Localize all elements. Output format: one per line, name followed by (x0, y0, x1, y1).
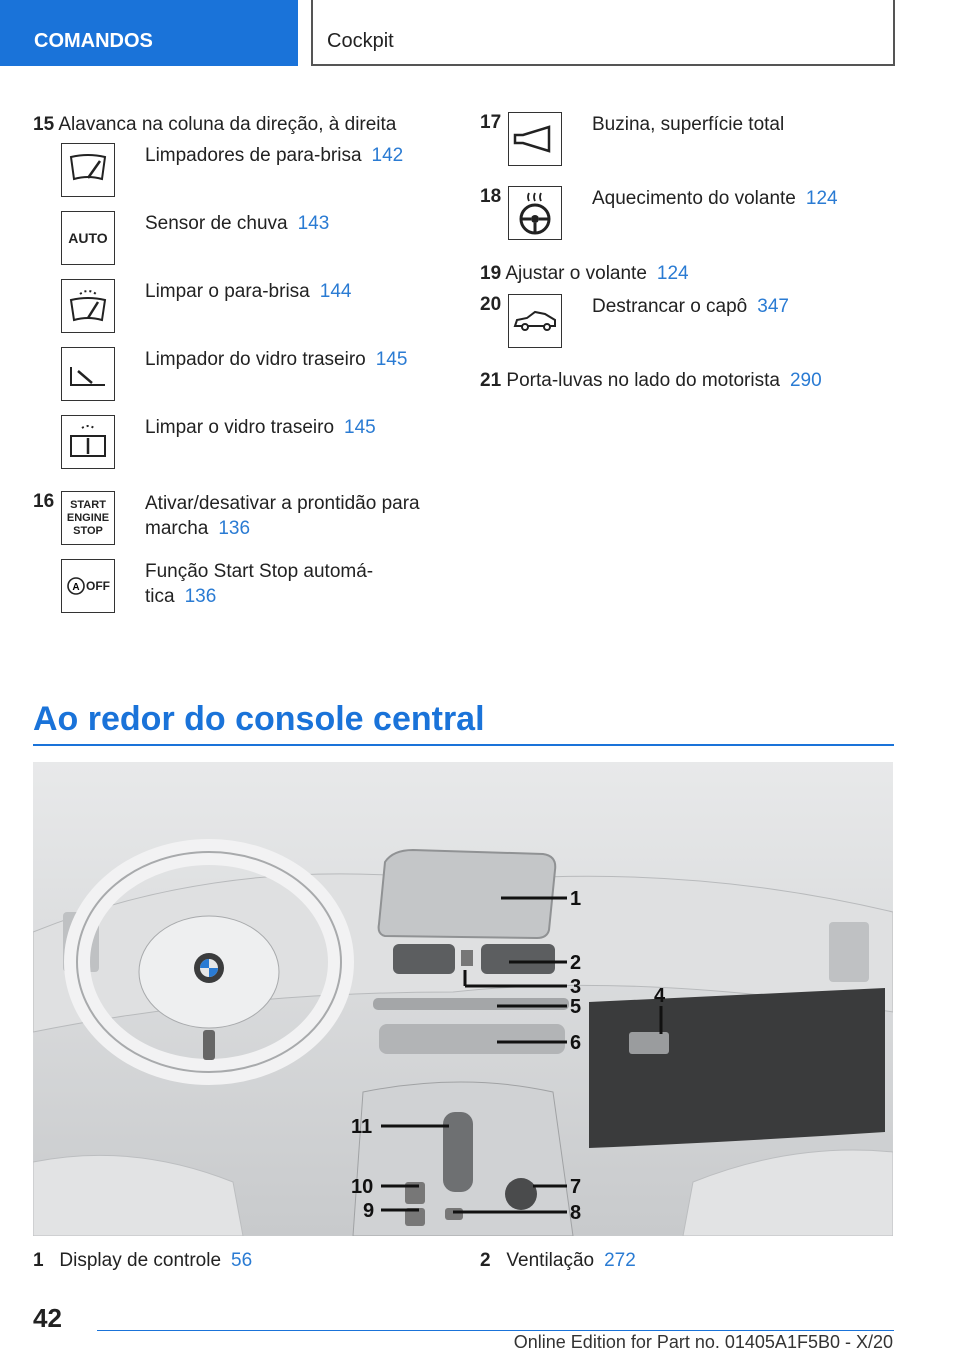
page-ref-link[interactable]: 145 (375, 349, 408, 370)
icon-label: OFF (86, 579, 110, 593)
auto-start-stop-off-icon (61, 559, 115, 613)
callout-label: 9 (363, 1200, 375, 1222)
item-number: 21 (480, 370, 502, 391)
item-text: Limpador do vidro traseiro (145, 349, 366, 370)
item-text: Alavanca na coluna da direção, à direita (58, 114, 397, 135)
callout-label: 4 (654, 985, 666, 1007)
callout-label: 5 (570, 996, 582, 1018)
section-heading: Ao redor do console central (33, 700, 485, 738)
list-item (480, 261, 689, 286)
right-column (480, 112, 894, 412)
page-ref-link[interactable]: 124 (656, 263, 689, 284)
legend-item (33, 1250, 252, 1272)
item-number: 16 (33, 491, 55, 512)
page-ref-link[interactable]: 272 (604, 1250, 636, 1271)
windshield-wash-icon (61, 279, 115, 333)
item-text: Ativar/desativar a prontidão para marcha (145, 493, 420, 539)
page-ref-link[interactable]: 56 (231, 1250, 253, 1271)
page-ref-link[interactable]: 143 (297, 213, 330, 234)
page-ref-link[interactable]: 144 (319, 281, 352, 302)
item-text: Display de controle (59, 1250, 222, 1271)
wiper-icon (61, 143, 115, 197)
center-console-photo (33, 762, 893, 1236)
page-ref-link[interactable]: 124 (805, 188, 838, 209)
callout-label: 11 (351, 1116, 373, 1138)
svg-text:A: A (72, 582, 80, 593)
callout-label: 3 (570, 976, 582, 998)
left-column (33, 112, 433, 632)
page-ref-link[interactable]: 136 (184, 586, 217, 607)
item-number: 15 (33, 114, 55, 135)
item-number: 18 (480, 186, 502, 207)
item-text: Limpar o vidro traseiro (145, 417, 335, 438)
callout-label: 10 (351, 1176, 374, 1198)
icon-label: ENGINE (66, 511, 110, 524)
item-text: Função Start Stop automá-tica (145, 561, 374, 607)
legend-item (480, 1250, 636, 1272)
page-ref-link[interactable]: 142 (371, 145, 404, 166)
auto-icon (61, 211, 115, 265)
item-text: Limpar o para-brisa (145, 281, 310, 302)
item-text: Sensor de chuva (145, 213, 288, 234)
item-text: Ajustar o volante (505, 263, 647, 284)
list-item (33, 112, 396, 137)
item-text: Ventilação (506, 1250, 595, 1271)
item-text: Porta-luvas no lado do motorista (506, 370, 780, 391)
item-text: Destrancar o capô (592, 296, 748, 317)
callout-label: 8 (570, 1202, 582, 1224)
icon-label: STOP (73, 524, 103, 537)
callout-label: 6 (570, 1032, 582, 1054)
callout-label: 2 (570, 952, 582, 974)
callout-label: 7 (570, 1176, 582, 1198)
page-ref-link[interactable]: 347 (757, 296, 789, 317)
footer-rule (97, 1330, 894, 1331)
item-number: 17 (480, 112, 502, 133)
chapter-title: Cockpit (311, 0, 895, 66)
page-ref-link[interactable]: 145 (344, 417, 376, 438)
item-text: Aquecimento do volante (592, 188, 796, 209)
callout-label: 1 (570, 888, 582, 910)
section-tab: COMANDOS (0, 0, 298, 66)
footer-edition: Online Edition for Part no. 01405A1F5B0 - X/20 (513, 1332, 893, 1352)
item-number: 2 (480, 1250, 491, 1271)
list-item (480, 368, 822, 393)
hood-release-icon (508, 294, 562, 348)
item-number: 1 (33, 1250, 44, 1271)
horn-icon (508, 112, 562, 166)
heated-steering-icon (508, 186, 562, 240)
page-ref-link[interactable]: 136 (218, 518, 251, 539)
start-stop-icon (61, 491, 115, 545)
heading-rule (33, 744, 894, 746)
item-number: 20 (480, 294, 502, 315)
rear-wiper-icon (61, 347, 115, 401)
page-ref-link[interactable]: 290 (789, 370, 822, 391)
icon-label: AUTO (68, 230, 108, 246)
item-number: 19 (480, 263, 502, 284)
item-text: Buzina, superfície total (592, 114, 785, 135)
item-text: Limpadores de para-brisa (145, 145, 362, 166)
icon-label: START (70, 498, 106, 511)
rear-wash-icon (61, 415, 115, 469)
page-number: 42 (33, 1303, 62, 1333)
